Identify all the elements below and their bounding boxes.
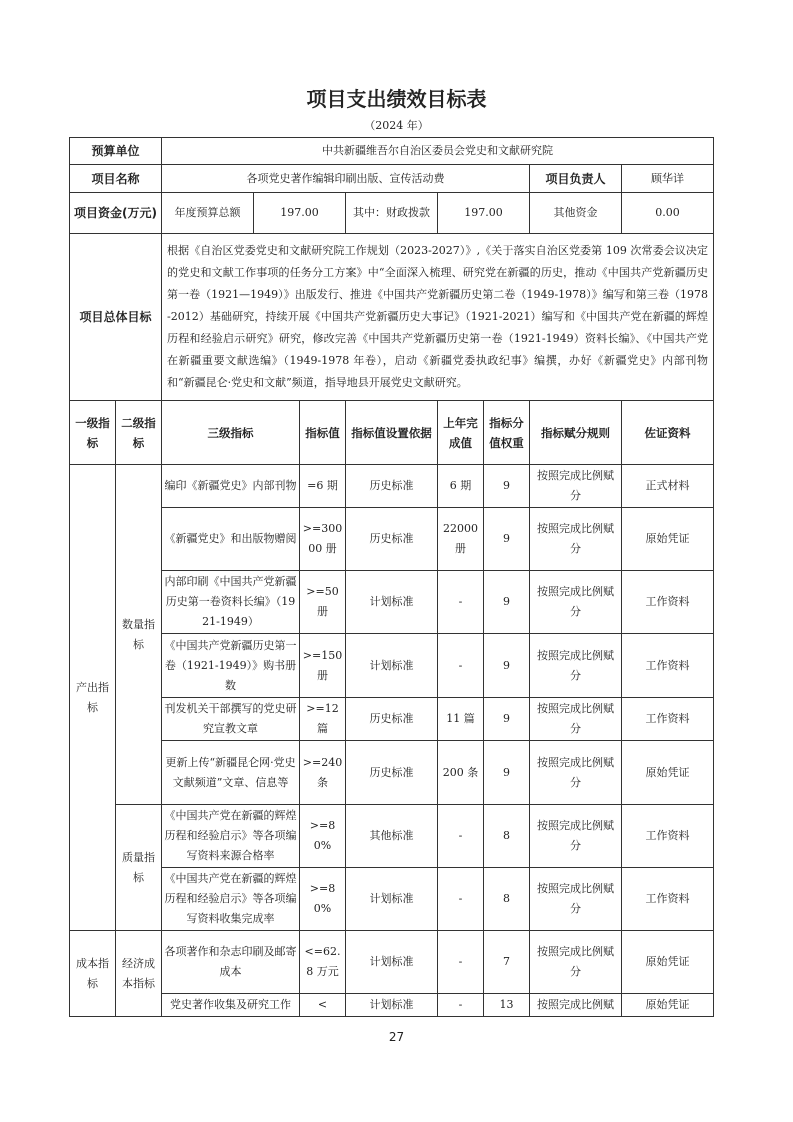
- budget-unit-label: 预算单位: [70, 138, 162, 165]
- header-level3: 三级指标: [162, 401, 300, 465]
- value-basis: 历史标准: [346, 508, 438, 571]
- table-row: [70, 465, 714, 508]
- evidence: 原始凭证: [622, 931, 714, 994]
- value-basis: 计划标准: [346, 931, 438, 994]
- weight: 13: [484, 994, 530, 1017]
- scoring-rule: 按照完成比例赋分: [530, 508, 622, 571]
- weight: 9: [484, 634, 530, 698]
- last-year-value: -: [438, 931, 484, 994]
- last-year-value: -: [438, 994, 484, 1017]
- table-row: [70, 508, 714, 571]
- indicator-value: >=80%: [300, 868, 346, 931]
- goal-label: 项目总体目标: [70, 234, 162, 401]
- level3-indicator: 《中国共产党在新疆的辉煌历程和经验启示》等各项编写资料收集完成率: [162, 868, 300, 931]
- last-year-value: -: [438, 805, 484, 868]
- level3-indicator: 党史著作收集及研究工作: [162, 994, 300, 1017]
- fiscal-label: 其中：财政拨款: [346, 193, 438, 234]
- table-row: [70, 571, 714, 634]
- evidence: 原始凭证: [622, 741, 714, 805]
- goal-row: [70, 234, 714, 401]
- scoring-rule: 按照完成比例赋分: [530, 698, 622, 741]
- last-year-value: -: [438, 634, 484, 698]
- value-basis: 历史标准: [346, 465, 438, 508]
- table-row: [70, 741, 714, 805]
- funds-label: 项目资金(万元): [70, 193, 162, 234]
- page-number: 27: [388, 1030, 405, 1044]
- other-value: 0.00: [622, 193, 714, 234]
- evidence: 原始凭证: [622, 508, 714, 571]
- header-level1: 一级指标: [70, 401, 116, 465]
- level3-indicator: 更新上传“新疆昆仑网·党史文献频道”文章、信息等: [162, 741, 300, 805]
- last-year-value: 200 条: [438, 741, 484, 805]
- last-year-value: 22000 册: [438, 508, 484, 571]
- scoring-rule: 按照完成比例赋分: [530, 741, 622, 805]
- total-value: 197.00: [254, 193, 346, 234]
- table-row: [70, 931, 714, 994]
- total-label: 年度预算总额: [162, 193, 254, 234]
- weight: 8: [484, 868, 530, 931]
- last-year-value: -: [438, 868, 484, 931]
- weight: 9: [484, 571, 530, 634]
- table-row: [70, 634, 714, 698]
- value-basis: 历史标准: [346, 698, 438, 741]
- value-basis: 其他标准: [346, 805, 438, 868]
- other-label: 其他资金: [530, 193, 622, 234]
- indicator-value: >=50 册: [300, 571, 346, 634]
- indicator-value: >=12 篇: [300, 698, 346, 741]
- level2-econ-cost: 经济成本指标: [116, 931, 162, 1017]
- level3-indicator: 各项著作和杂志印刷及邮寄成本: [162, 931, 300, 994]
- level1-output: 产出指标: [70, 465, 116, 931]
- evidence: 原始凭证: [622, 994, 714, 1017]
- evidence: 正式材料: [622, 465, 714, 508]
- header-level2: 二级指标: [116, 401, 162, 465]
- weight: 7: [484, 931, 530, 994]
- level2-quantity: 数量指标: [116, 465, 162, 805]
- budget-unit-row: [70, 138, 714, 165]
- header-rule: 指标赋分规则: [530, 401, 622, 465]
- level3-indicator: 《中国共产党新疆历史第一卷（1921-1949）》购书册数: [162, 634, 300, 698]
- last-year-value: -: [438, 571, 484, 634]
- value-basis: 计划标准: [346, 868, 438, 931]
- table-row: [70, 994, 714, 1017]
- scoring-rule: 按照完成比例赋分: [530, 931, 622, 994]
- header-evidence: 佐证资料: [622, 401, 714, 465]
- level3-indicator: 内部印刷《中国共产党新疆历史第一卷资料长编》（1921-1949）: [162, 571, 300, 634]
- indicator-value: >=30000 册: [300, 508, 346, 571]
- header-value: 指标值: [300, 401, 346, 465]
- weight: 9: [484, 741, 530, 805]
- page-title: 项目支出绩效目标表: [306, 87, 487, 111]
- weight: 9: [484, 698, 530, 741]
- indicator-value: >=150 册: [300, 634, 346, 698]
- evidence: 工作资料: [622, 698, 714, 741]
- indicator-value: >=80%: [300, 805, 346, 868]
- value-basis: 计划标准: [346, 994, 438, 1017]
- indicator-value: <=62.8 万元: [300, 931, 346, 994]
- table-row: [70, 698, 714, 741]
- level3-indicator: 刊发机关干部撰写的党史研究宣教文章: [162, 698, 300, 741]
- owner-label: 项目负责人: [530, 165, 622, 193]
- evidence: 工作资料: [622, 634, 714, 698]
- performance-table: [69, 137, 714, 1017]
- scoring-rule: 按照完成比例赋分: [530, 868, 622, 931]
- table-row: [70, 805, 714, 868]
- table-row: [70, 868, 714, 931]
- scoring-rule: 按照完成比例赋分: [530, 805, 622, 868]
- header-weight: 指标分值权重: [484, 401, 530, 465]
- weight: 8: [484, 805, 530, 868]
- fiscal-value: 197.00: [438, 193, 530, 234]
- value-basis: 计划标准: [346, 634, 438, 698]
- header-basis: 指标值设置依据: [346, 401, 438, 465]
- scoring-rule: 按照完成比例赋分: [530, 571, 622, 634]
- value-basis: 历史标准: [346, 741, 438, 805]
- project-name-label: 项目名称: [70, 165, 162, 193]
- level2-quality: 质量指标: [116, 805, 162, 931]
- level1-cost: 成本指标: [70, 931, 116, 1017]
- level3-indicator: 《中国共产党在新疆的辉煌历程和经验启示》等各项编写资料来源合格率: [162, 805, 300, 868]
- scoring-rule: 按照完成比例赋分: [530, 634, 622, 698]
- weight: 9: [484, 465, 530, 508]
- indicator-value: >=240 条: [300, 741, 346, 805]
- indicator-value: =6 期: [300, 465, 346, 508]
- scoring-rule: 按照完成比例赋分: [530, 465, 622, 508]
- funds-row: [70, 193, 714, 234]
- last-year-value: 11 篇: [438, 698, 484, 741]
- value-basis: 计划标准: [346, 571, 438, 634]
- goal-text: 根据《自治区党委党史和文献研究院工作规划（2023-2027）》,《关于落实自治区党委第 109 次常委会议决定的党史和文献工作事项的任务分工方案》中“全面深入梳理、研究党在新疆的历史，推动《中国共产党新疆历史第一卷（1921—1949）》出版发行、推进《中国共产党新疆历史第二卷（1949-1978）》编写和第三卷（1978-2012）基础研究，持续开展《中国共产党新疆历史大事记》（1921-2021）编写和《中国共产党在新疆的辉煌历程和经验启示研究》研究，修改完善《中国共产党新疆历史第一卷（1921-1949）资料长编》、《中国共产党在新疆重要文献选编》（1949-1978 年卷），启动《新疆党委执政纪事》编撰，办好《新疆党史》内部刊物和“新疆昆仑·党史和文献”频道，指导地县开展党史文献研究。: [162, 234, 714, 401]
- weight: 9: [484, 508, 530, 571]
- level3-indicator: 《新疆党史》和出版物赠阅: [162, 508, 300, 571]
- project-name-value: 各项党史著作编辑印刷出版、宣传活动费: [162, 165, 530, 193]
- evidence: 工作资料: [622, 571, 714, 634]
- header-last-year: 上年完成值: [438, 401, 484, 465]
- owner-value: 顾华详: [622, 165, 714, 193]
- indicator-value: <: [300, 994, 346, 1017]
- evidence: 工作资料: [622, 805, 714, 868]
- evidence: 工作资料: [622, 868, 714, 931]
- budget-unit-value: 中共新疆维吾尔自治区委员会党史和文献研究院: [162, 138, 714, 165]
- year: （2024 年）: [364, 119, 429, 132]
- header-row: [70, 401, 714, 465]
- last-year-value: 6 期: [438, 465, 484, 508]
- project-name-row: [70, 165, 714, 193]
- level3-indicator: 编印《新疆党史》内部刊物: [162, 465, 300, 508]
- scoring-rule: 按照完成比例赋: [530, 994, 622, 1017]
